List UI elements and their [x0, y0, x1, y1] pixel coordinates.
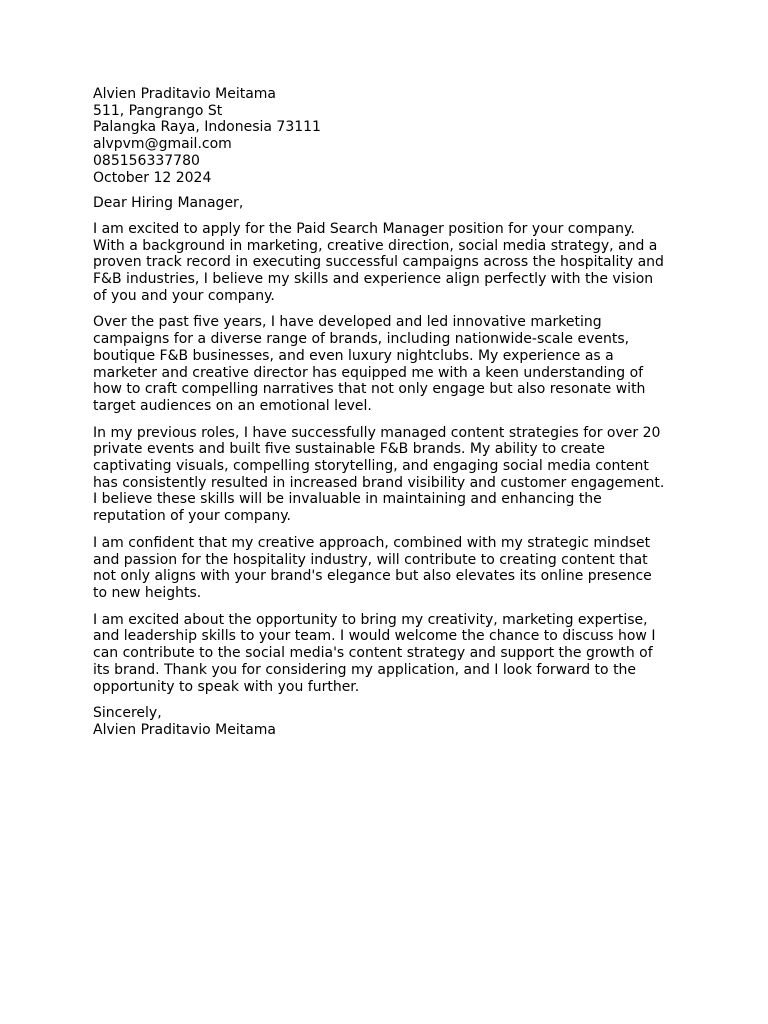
valediction: Sincerely, — [93, 705, 162, 722]
closing-block — [93, 705, 683, 738]
paragraph-line: I am excited to apply for the Paid Search Manager position for your company. — [93, 220, 635, 237]
paragraph-line: and leadership skills to your team. I would welcome the chance to discuss how I — [93, 628, 656, 645]
paragraph-line: boutique F&B businesses, and even luxury nightclubs. My experience as a — [93, 347, 614, 364]
paragraph-line: to new heights. — [93, 584, 202, 601]
paragraph-line: how to craft compelling narratives that not only engage but also resonate with — [93, 381, 646, 398]
paragraph-line: I am excited about the opportunity to bring my creativity, marketing expertise, — [93, 611, 648, 628]
paragraph-line: F&B industries, I believe my skills and experience align perfectly with the vision — [93, 271, 654, 288]
body-paragraph-2 — [93, 314, 683, 414]
sender-city: Palangka Raya, Indonesia 73111 — [93, 119, 321, 136]
body-paragraph-4 — [93, 535, 683, 602]
sender-block — [93, 86, 683, 186]
paragraph-line: private events and built five sustainable F&B brands. My ability to create — [93, 441, 606, 458]
paragraph-line: has consistently resulted in increased brand visibility and customer engagement. — [93, 474, 665, 491]
paragraph-line: can contribute to the social media's content strategy and support the growth of — [93, 645, 653, 662]
paragraph-line: and passion for the hospitality industry, will contribute to creating content that — [93, 551, 648, 568]
paragraph-line: campaigns for a diverse range of brands, including nationwide-scale events, — [93, 331, 630, 348]
paragraph-line: Over the past five years, I have developed and led innovative marketing — [93, 314, 602, 331]
sender-street: 511, Pangrango St — [93, 102, 223, 119]
sender-email: alvpvm@gmail.com — [93, 136, 232, 153]
paragraph-line: marketer and creative director has equipped me with a keen understanding of — [93, 364, 644, 381]
body-paragraph-5 — [93, 612, 683, 696]
paragraph-line: proven track record in executing successful campaigns across the hospitality and — [93, 254, 664, 271]
paragraph-line: reputation of your company. — [93, 508, 292, 525]
paragraph-line: target audiences on an emotional level. — [93, 397, 372, 414]
paragraph-line: its brand. Thank you for considering my application, and I look forward to the — [93, 661, 637, 678]
paragraph-line: With a background in marketing, creative direction, social media strategy, and a — [93, 237, 658, 254]
paragraph-line: In my previous roles, I have successfully managed content strategies for over 20 — [93, 424, 661, 441]
paragraph-line: captivating visuals, compelling storytelling, and engaging social media content — [93, 458, 649, 475]
sender-phone: 085156337780 — [93, 152, 200, 169]
salutation-text: Dear Hiring Manager, — [93, 195, 244, 212]
body-paragraph-1 — [93, 221, 683, 305]
salutation — [93, 195, 683, 212]
signature-name: Alvien Praditavio Meitama — [93, 721, 277, 738]
letter-date: October 12 2024 — [93, 169, 212, 186]
paragraph-line: opportunity to speak with you further. — [93, 678, 360, 695]
sender-name: Alvien Praditavio Meitama — [93, 86, 277, 102]
paragraph-line: of you and your company. — [93, 287, 275, 304]
body-paragraph-3 — [93, 425, 683, 525]
paragraph-line: I believe these skills will be invaluable in maintaining and enhancing the — [93, 491, 602, 508]
cover-letter — [93, 86, 683, 739]
paragraph-line: I am confident that my creative approach, combined with my strategic mindset — [93, 534, 651, 551]
paragraph-line: not only aligns with your brand's elegance but also elevates its online presence — [93, 568, 652, 585]
